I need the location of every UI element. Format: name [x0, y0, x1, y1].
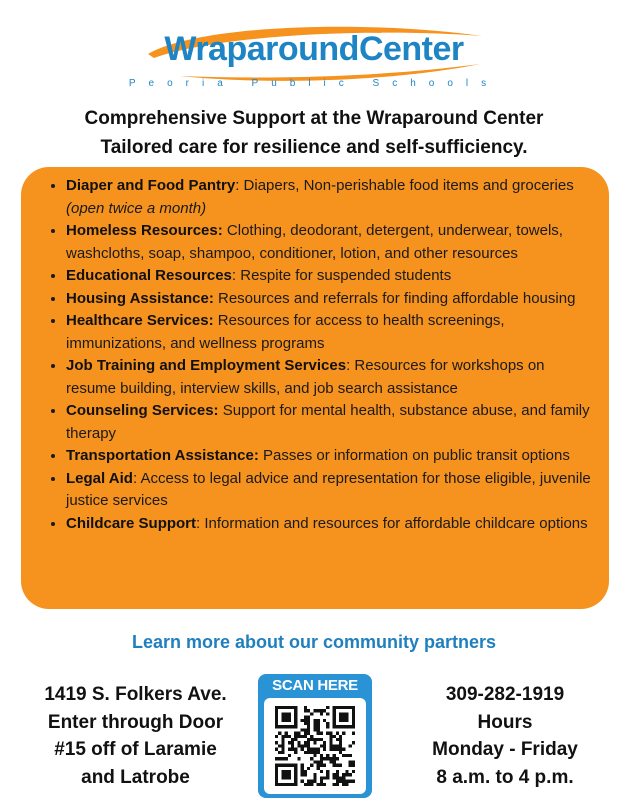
address-line-3: #15 off of Laramie — [54, 739, 217, 760]
headline — [0, 104, 628, 162]
service-item-counseling-services — [66, 400, 597, 445]
service-item-childcare-support: • Childcare Support: Information and resources for affordable childcare options — [66, 513, 597, 536]
hours-label: Hours — [477, 711, 533, 733]
service-title: Job Training and Employment Services — [66, 357, 347, 374]
service-title: Housing Assistance: — [66, 289, 214, 307]
address-line-2: Enter through Door — [47, 711, 224, 733]
service-description: Resources for workshops on resume building, interview skills, and job search assistance — [66, 357, 545, 397]
service-title: Legal Aid — [66, 469, 133, 487]
qr-code-icon — [275, 706, 355, 786]
headline-line-1: Comprehensive Support at the Wraparound Center — [84, 108, 544, 129]
service-item-legal-aid: • Legal Aid: Access to legal advice and representation for those eligible, juvenile justice services — [66, 468, 597, 513]
logo-name: WraparoundCenter — [164, 30, 464, 68]
services-panel — [21, 167, 609, 609]
service-item-transportation-assistance — [66, 445, 597, 468]
service-description: Access to legal advice and representation for those eligible, juvenile justice services — [66, 469, 591, 509]
qr-scan-label: SCAN HERE — [272, 677, 358, 694]
address-line-4: and Latrobe — [81, 766, 190, 788]
address-block — [28, 681, 243, 791]
service-title: Transportation Assistance: — [66, 447, 259, 464]
contact-block — [410, 681, 600, 791]
service-description: Clothing, deodorant, detergent, underwear, towels, washcloths, soap, shampoo, conditioner, lotion, and other resources — [66, 222, 563, 262]
phone-number[interactable]: 309-282-1919 — [445, 684, 565, 705]
learn-more-link[interactable]: Learn more about our community partners — [131, 632, 497, 652]
service-title: Diaper and Food Pantry — [66, 177, 236, 194]
service-description: Support for mental health, substance abuse, and family therapy — [66, 402, 590, 442]
services-list — [21, 167, 609, 535]
service-item-homeless-resources — [66, 220, 597, 265]
service-item-housing-assistance — [66, 288, 597, 311]
service-title: Counseling Services: — [66, 402, 219, 419]
service-item-job-training: • Job Training and Employment Services: Resources for workshops on resume building, interview skills, and job search assistance — [66, 355, 597, 400]
service-description: Resources for access to health screenings, immunizations, and wellness programs — [66, 312, 505, 352]
service-description: Information and resources for affordable childcare options — [204, 514, 588, 532]
service-item-diaper-food-pantry: • Diaper and Food Pantry: Diapers, Non-perishable food items and groceries (open twice a month) — [66, 175, 597, 220]
service-item-educational-resources: • Educational Resources: Respite for suspended students — [66, 265, 597, 288]
service-title: Childcare Support — [66, 514, 197, 532]
service-title: Homeless Resources: — [66, 222, 223, 239]
service-description: Respite for suspended students — [240, 267, 452, 284]
logo — [0, 18, 628, 98]
hours-time: 8 a.m. to 4 p.m. — [436, 766, 574, 788]
service-title: Healthcare Services: — [66, 312, 214, 329]
hours-days: Monday - Friday — [432, 739, 578, 760]
service-note: (open twice a month) — [66, 199, 207, 217]
logo-subtitle: Peoria Public Schools — [128, 78, 500, 89]
qr-code[interactable] — [264, 698, 366, 794]
service-title: Educational Resources — [66, 267, 232, 284]
qr-card[interactable] — [258, 674, 372, 798]
service-description: Resources and referrals for finding affordable housing — [217, 289, 576, 307]
address-line-1: 1419 S. Folkers Ave. — [44, 684, 227, 705]
headline-line-2: Tailored care for resilience and self-sufficiency. — [100, 137, 528, 158]
service-description: Passes or information on public transit options — [263, 447, 570, 464]
service-description: Diapers, Non-perishable food items and groceries — [243, 177, 574, 194]
service-item-healthcare-services — [66, 310, 597, 355]
